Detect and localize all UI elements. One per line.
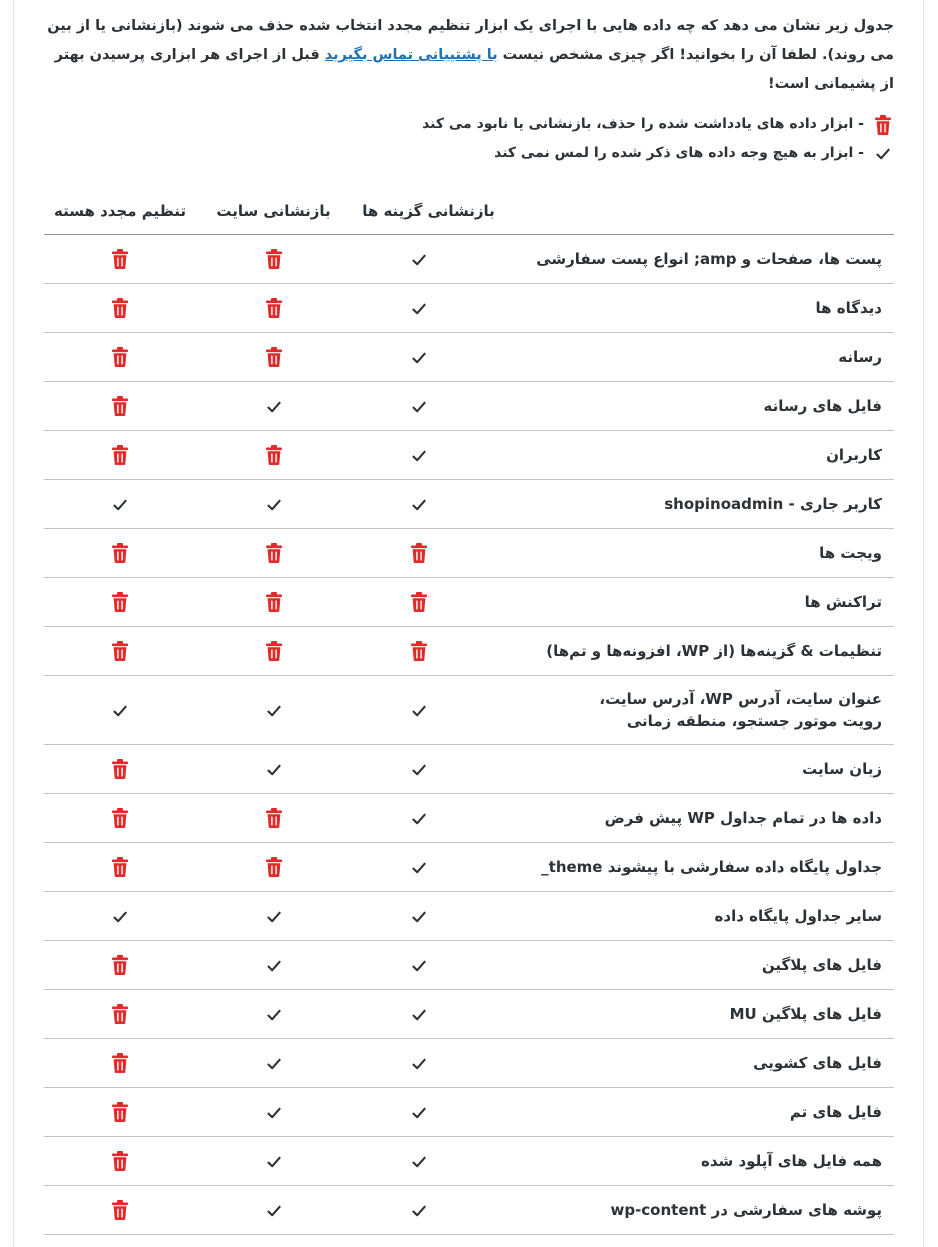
- check-icon: [412, 1152, 426, 1171]
- table-row: [44, 1039, 894, 1088]
- check-icon: [412, 809, 426, 828]
- cell-site-reset: [196, 1186, 351, 1235]
- table-row: [44, 794, 894, 843]
- row-label: فایل های پلاگین: [506, 941, 894, 990]
- cell-site-reset: [196, 627, 351, 676]
- cell-options-reset: [351, 892, 506, 941]
- cell-options-reset: [351, 676, 506, 745]
- cell-options-reset: [351, 627, 506, 676]
- cell-options-reset: [351, 578, 506, 627]
- cell-site-reset: [196, 794, 351, 843]
- row-label: همه فایل های آپلود شده: [506, 1137, 894, 1186]
- check-icon: [412, 250, 426, 269]
- cell-options-reset: [351, 1088, 506, 1137]
- cell-core-reset: [44, 745, 196, 794]
- trash-icon: [111, 1053, 129, 1072]
- intro-paragraph: [44, 12, 894, 99]
- row-label: پست ها، صفحات و amp; انواع پست سفارشی: [506, 235, 894, 284]
- table-row: [44, 843, 894, 892]
- check-icon: [267, 907, 281, 926]
- table-row: [44, 1186, 894, 1235]
- row-label: پوشه های سفارشی در wp-content: [506, 1186, 894, 1235]
- trash-icon: [111, 759, 129, 778]
- table-body: [44, 235, 894, 1235]
- cell-core-reset: [44, 892, 196, 941]
- table-row: [44, 529, 894, 578]
- check-icon: [412, 907, 426, 926]
- check-icon: [267, 1005, 281, 1024]
- check-icon: [267, 956, 281, 975]
- trash-icon: [111, 543, 129, 562]
- cell-core-reset: [44, 578, 196, 627]
- cell-site-reset: [196, 941, 351, 990]
- cell-core-reset: [44, 235, 196, 284]
- check-icon: [267, 1201, 281, 1220]
- table-row: [44, 892, 894, 941]
- trash-icon: [111, 1151, 129, 1170]
- cell-options-reset: [351, 480, 506, 529]
- row-label: فایل های رسانه: [506, 382, 894, 431]
- trash-icon: [111, 347, 129, 366]
- check-icon: [267, 397, 281, 416]
- cell-core-reset: [44, 794, 196, 843]
- trash-icon: [111, 396, 129, 415]
- trash-icon: [410, 543, 428, 562]
- header-item: [506, 187, 894, 235]
- cell-site-reset: [196, 1137, 351, 1186]
- table-row: [44, 431, 894, 480]
- trash-icon: [111, 298, 129, 317]
- row-label: جداول پایگاه داده سفارشی با پیشوند theme_: [506, 843, 894, 892]
- check-icon: [412, 299, 426, 318]
- cell-options-reset: [351, 284, 506, 333]
- cell-core-reset: [44, 941, 196, 990]
- table-row: [44, 480, 894, 529]
- cell-options-reset: [351, 431, 506, 480]
- cell-options-reset: [351, 990, 506, 1039]
- trash-icon: [265, 592, 283, 611]
- check-icon: [267, 495, 281, 514]
- legend-keep-text: - ابزار به هیچ وجه داده های ذکر شده را لمس نمی کند: [494, 145, 864, 161]
- row-label: فایل های کشویی: [506, 1039, 894, 1088]
- intro-text-after: قبل از اجرای هر ابزاری پرسیدن بهتر از پشیمانی است!: [54, 47, 894, 92]
- cell-site-reset: [196, 578, 351, 627]
- check-icon: [267, 1103, 281, 1122]
- row-label: تراکنش ها: [506, 578, 894, 627]
- table-row: [44, 235, 894, 284]
- cell-core-reset: [44, 1186, 196, 1235]
- row-label-line: عنوان سایت، آدرس WP، آدرس سایت،: [599, 690, 882, 708]
- row-label: داده ها در تمام جداول WP پیش فرض: [506, 794, 894, 843]
- check-icon: [412, 701, 426, 720]
- header-core-reset: تنظیم مجدد هسته: [44, 187, 196, 235]
- check-icon: [267, 1054, 281, 1073]
- row-label: رسانه: [506, 333, 894, 382]
- cell-options-reset: [351, 941, 506, 990]
- trash-icon: [111, 445, 129, 464]
- cell-core-reset: [44, 1137, 196, 1186]
- trash-icon: [265, 641, 283, 660]
- cell-site-reset: [196, 990, 351, 1039]
- check-icon: [412, 1103, 426, 1122]
- trash-icon: [111, 955, 129, 974]
- row-label: فایل های تم: [506, 1088, 894, 1137]
- header-site-reset: بازنشانی سایت: [196, 187, 351, 235]
- check-icon: [412, 446, 426, 465]
- cell-core-reset: [44, 431, 196, 480]
- cell-site-reset: [196, 892, 351, 941]
- cell-options-reset: [351, 333, 506, 382]
- row-label: سایر جداول پایگاه داده: [506, 892, 894, 941]
- check-icon: [412, 858, 426, 877]
- check-icon: [412, 397, 426, 416]
- row-label-line: رویت موتور جستجو، منطقه زمانی: [626, 712, 882, 730]
- trash-icon: [111, 857, 129, 876]
- cell-options-reset: [351, 1186, 506, 1235]
- cell-core-reset: [44, 333, 196, 382]
- trash-icon: [111, 1200, 129, 1219]
- cell-site-reset: [196, 431, 351, 480]
- table-row: [44, 745, 894, 794]
- reset-comparison-table: [44, 187, 894, 1235]
- cell-core-reset: [44, 382, 196, 431]
- cell-options-reset: [351, 843, 506, 892]
- cell-core-reset: [44, 529, 196, 578]
- row-label: ویجت ها: [506, 529, 894, 578]
- table-row: [44, 676, 894, 745]
- trash-icon: [265, 543, 283, 562]
- trash-icon: [410, 641, 428, 660]
- row-label: دیدگاه ها: [506, 284, 894, 333]
- check-icon: [267, 1152, 281, 1171]
- row-label: [506, 676, 894, 745]
- cell-options-reset: [351, 745, 506, 794]
- check-icon: [267, 760, 281, 779]
- trash-icon: [111, 641, 129, 660]
- trash-icon: [410, 592, 428, 611]
- cell-core-reset: [44, 676, 196, 745]
- table-header-row: [44, 187, 894, 235]
- cell-site-reset: [196, 284, 351, 333]
- check-icon: [113, 907, 127, 926]
- reset-info-panel: [44, 0, 894, 1235]
- check-icon: [113, 495, 127, 514]
- cell-core-reset: [44, 843, 196, 892]
- row-label: زبان سایت: [506, 745, 894, 794]
- check-icon: [412, 348, 426, 367]
- check-icon: [412, 1054, 426, 1073]
- check-icon: [412, 1005, 426, 1024]
- cell-site-reset: [196, 745, 351, 794]
- row-label: تنظیمات & گزینه‌ها (از WP، افزونه‌ها و تم‌ها): [506, 627, 894, 676]
- cell-site-reset: [196, 235, 351, 284]
- trash-icon: [111, 592, 129, 611]
- cell-site-reset: [196, 843, 351, 892]
- check-icon: [113, 701, 127, 720]
- cell-site-reset: [196, 529, 351, 578]
- header-options-reset: بازنشانی گزینه ها: [351, 187, 506, 235]
- table-row: [44, 941, 894, 990]
- row-label: فایل های پلاگین MU: [506, 990, 894, 1039]
- table-row: [44, 627, 894, 676]
- legend: [44, 110, 894, 168]
- table-row: [44, 578, 894, 627]
- row-label: کاربر جاری - shopinoadmin: [506, 480, 894, 529]
- check-icon: [412, 760, 426, 779]
- cell-core-reset: [44, 627, 196, 676]
- intro-text-before: جدول زیر نشان می دهد که چه داده هایی با اجرای یک ابزار تنظیم مجدد انتخاب شده حذف می شوند (بازنشانی یا از بین می روند). لطفا آن را بخوانید! اگر چیزی مشخص نیست: [47, 18, 894, 63]
- cell-site-reset: [196, 333, 351, 382]
- table-row: [44, 1137, 894, 1186]
- cell-options-reset: [351, 794, 506, 843]
- cell-site-reset: [196, 1088, 351, 1137]
- trash-icon: [111, 249, 129, 268]
- table-row: [44, 990, 894, 1039]
- trash-icon: [265, 249, 283, 268]
- cell-options-reset: [351, 529, 506, 578]
- table-row: [44, 382, 894, 431]
- cell-core-reset: [44, 284, 196, 333]
- cell-site-reset: [196, 382, 351, 431]
- trash-icon: [265, 857, 283, 876]
- cell-core-reset: [44, 480, 196, 529]
- cell-core-reset: [44, 990, 196, 1039]
- cell-options-reset: [351, 235, 506, 284]
- table-row: [44, 333, 894, 382]
- trash-icon: [111, 1004, 129, 1023]
- cell-site-reset: [196, 480, 351, 529]
- row-label: کاربران: [506, 431, 894, 480]
- trash-icon: [111, 1102, 129, 1121]
- legend-keep: [44, 139, 894, 168]
- cell-options-reset: [351, 1039, 506, 1088]
- check-icon: [872, 147, 894, 161]
- cell-site-reset: [196, 1039, 351, 1088]
- legend-delete: [44, 110, 894, 139]
- cell-options-reset: [351, 382, 506, 431]
- check-icon: [412, 1201, 426, 1220]
- cell-core-reset: [44, 1039, 196, 1088]
- trash-icon: [265, 298, 283, 317]
- check-icon: [412, 495, 426, 514]
- trash-icon: [872, 115, 894, 135]
- cell-site-reset: [196, 676, 351, 745]
- cell-core-reset: [44, 1088, 196, 1137]
- trash-icon: [265, 445, 283, 464]
- trash-icon: [265, 808, 283, 827]
- legend-delete-text: - ابزار داده های یادداشت شده را حذف، بازنشانی یا نابود می کند: [422, 116, 864, 132]
- check-icon: [267, 701, 281, 720]
- table-row: [44, 1088, 894, 1137]
- table-row: [44, 284, 894, 333]
- trash-icon: [265, 347, 283, 366]
- cell-options-reset: [351, 1137, 506, 1186]
- contact-support-link[interactable]: با پشتیبانی تماس بگیرید: [324, 47, 498, 63]
- trash-icon: [111, 808, 129, 827]
- check-icon: [412, 956, 426, 975]
